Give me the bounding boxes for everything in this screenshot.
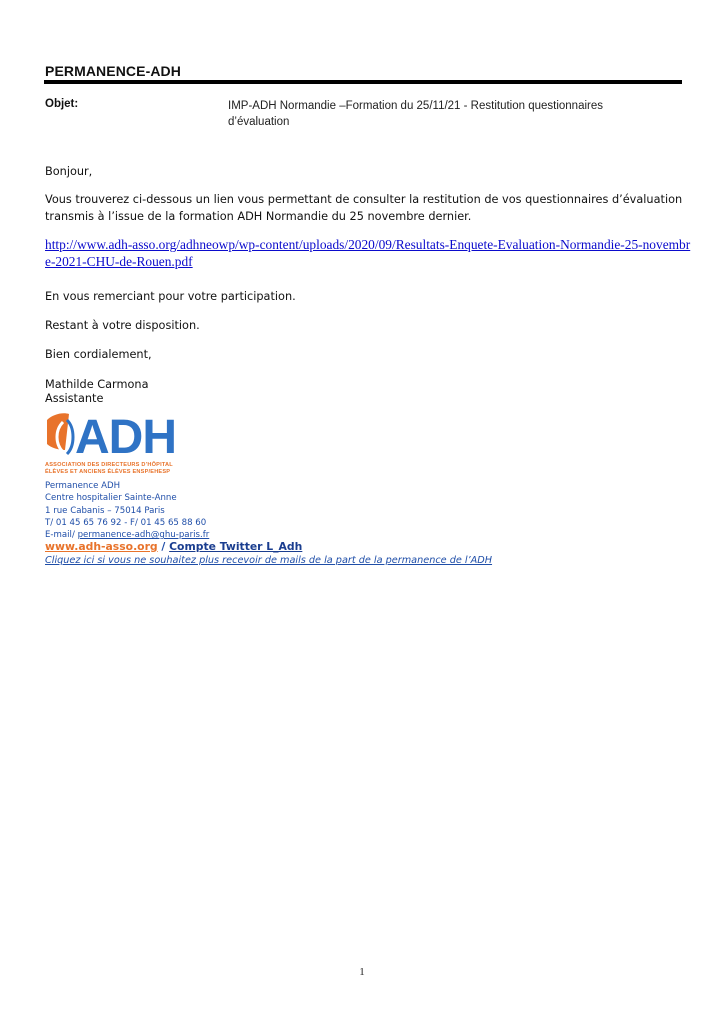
contact-phone-fax: T/ 01 45 65 76 92 - F/ 01 45 65 88 60 — [45, 518, 207, 528]
logo-bracket-shape-right — [67, 420, 73, 454]
logo-subtitle — [45, 462, 245, 476]
sender-name: PERMANENCE-ADH — [45, 63, 181, 79]
twitter-link[interactable]: Compte Twitter L_Adh — [169, 540, 303, 553]
logo-wordmark: ADH — [75, 411, 176, 464]
email-link[interactable]: permanence-adh@ghu-paris.fr — [77, 530, 210, 540]
link-separator: / — [157, 540, 170, 553]
signature-role: Assistante — [45, 392, 104, 405]
intro-paragraph: Vous trouverez ci-dessous un lien vous permettant de consulter la restitution de vos questionnaires d’évaluation transmis à l’issue de la formation ADH Normandie du 25 novembre dernier. — [45, 193, 683, 223]
header-rule — [44, 80, 682, 84]
contact-organization: Permanence ADH — [45, 481, 121, 491]
closing-line: Bien cordialement, — [45, 348, 152, 361]
website-link[interactable]: www.adh-asso.org — [45, 540, 158, 553]
unsubscribe-link[interactable]: Cliquez ici si vous ne souhaitez plus recevoir de mails de la part de la permanence de l’ADH — [45, 555, 493, 566]
subject-value: IMP-ADH Normandie –Formation du 25/11/21 - Restitution questionnaires d’évaluation — [228, 100, 603, 128]
subject-label: Objet: — [45, 98, 79, 110]
thanks-line: En vous remerciant pour votre participation. — [45, 290, 296, 303]
page-number: 1 — [359, 966, 365, 978]
logo-subtitle-line2: ÉLÈVES ET ANCIENS ÉLÈVES ENSP/EHESP — [45, 469, 171, 475]
contact-address: 1 rue Cabanis – 75014 Paris — [45, 506, 165, 516]
email-label: E-mail/ — [45, 530, 78, 540]
signature-links — [45, 540, 302, 554]
contact-hospital: Centre hospitalier Sainte-Anne — [45, 493, 177, 503]
signature-name: Mathilde Carmona — [45, 378, 149, 391]
availability-line: Restant à votre disposition. — [45, 319, 200, 332]
greeting: Bonjour, — [45, 165, 93, 178]
results-link[interactable]: http://www.adh-asso.org/adhneowp/wp-content/uploads/2020/09/Resultats-Enquete-Evaluation-Normandie-25-novembre-2021-CHU-de-Rouen.pdf — [45, 237, 691, 269]
logo-subtitle-line1: ASSOCIATION DES DIRECTEURS D’HÔPITAL — [45, 462, 173, 468]
